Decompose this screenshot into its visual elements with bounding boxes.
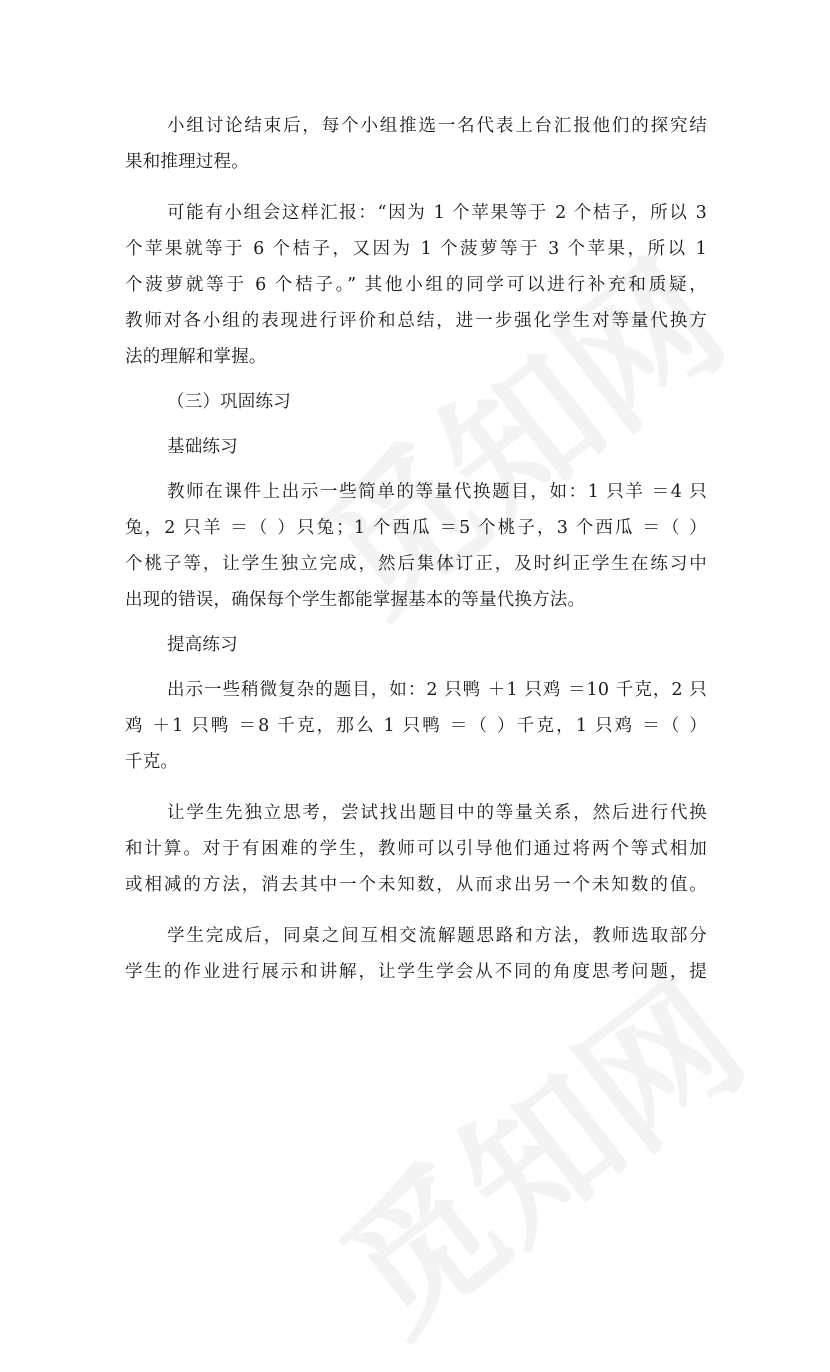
paragraph-line: 鸡 ＋1 只鸭 ＝8 千克，那么 1 只鸭 ＝（ ）千克，1 只鸡 ＝（ ） — [125, 716, 707, 736]
paragraph-gap — [125, 663, 707, 672]
subsection-heading: 基础练习 — [167, 437, 238, 457]
paragraph-line: 和计算。对于有困难的学生，教师可以引导他们通过将两个等式相加 — [125, 839, 707, 859]
paragraph-line: 个苹果就等于 6 个桔子，又因为 1 个菠萝等于 3 个苹果，所以 1 — [125, 239, 707, 259]
paragraph-line: 教师对各小组的表现进行评价和总结，进一步强化学生对等量代换方 — [125, 311, 707, 331]
paragraph-gap — [125, 780, 707, 795]
paragraph-line: 或相减的方法，消去其中一个未知数，从而求出另一个未知数的值。 — [125, 875, 707, 895]
paragraph-line: 个桃子等，让学生独立完成，然后集体订正，及时纠正学生在练习中 — [125, 554, 707, 574]
paragraph-gap — [125, 180, 707, 195]
paragraph-line: 出示一些稍微复杂的题目，如：2 只鸭 ＋1 只鸡 ＝10 千克，2 只 — [167, 680, 707, 700]
paragraph-gap — [125, 903, 707, 918]
paragraph-line: 教师在课件上出示一些简单的等量代换题目，如：1 只羊 ＝4 只 — [167, 482, 707, 502]
paragraph-line: 个菠萝就等于 6 个桔子。” 其他小组的同学可以进行补充和质疑， — [125, 275, 707, 295]
paragraph-line: 出现的错误，确保每个学生都能掌握基本的等量代换方法。 — [125, 590, 586, 610]
section-heading: （三）巩固练习 — [167, 392, 291, 412]
watermark-logo — [291, 924, 779, 1371]
document-body — [125, 108, 707, 990]
paragraph-line: 学生完成后，同桌之间互相交流解题思路和方法，教师选取部分 — [167, 926, 707, 946]
paragraph-gap — [125, 420, 707, 429]
paragraph-gap — [125, 618, 707, 627]
paragraph-line: 让学生先独立思考，尝试找出题目中的等量关系，然后进行代换 — [167, 803, 707, 823]
paragraph-line: 小组讨论结束后，每个小组推选一名代表上台汇报他们的探究结 — [167, 116, 707, 136]
paragraph-line: 果和推理过程。 — [125, 152, 249, 172]
subsection-heading: 提高练习 — [167, 635, 238, 655]
paragraph-line: 可能有小组会这样汇报：“因为 1 个苹果等于 2 个桔子，所以 3 — [167, 203, 707, 223]
paragraph-line: 兔，2 只羊 ＝（ ）只兔；1 个西瓜 ＝5 个桃子，3 个西瓜 ＝（ ） — [125, 518, 707, 538]
paragraph-gap — [125, 375, 707, 384]
paragraph-line: 千克。 — [125, 752, 179, 772]
paragraph-gap — [125, 465, 707, 474]
paragraph-line: 学生的作业进行展示和讲解，让学生学会从不同的角度思考问题，提 — [125, 962, 707, 982]
paragraph-line: 法的理解和掌握。 — [125, 347, 267, 367]
